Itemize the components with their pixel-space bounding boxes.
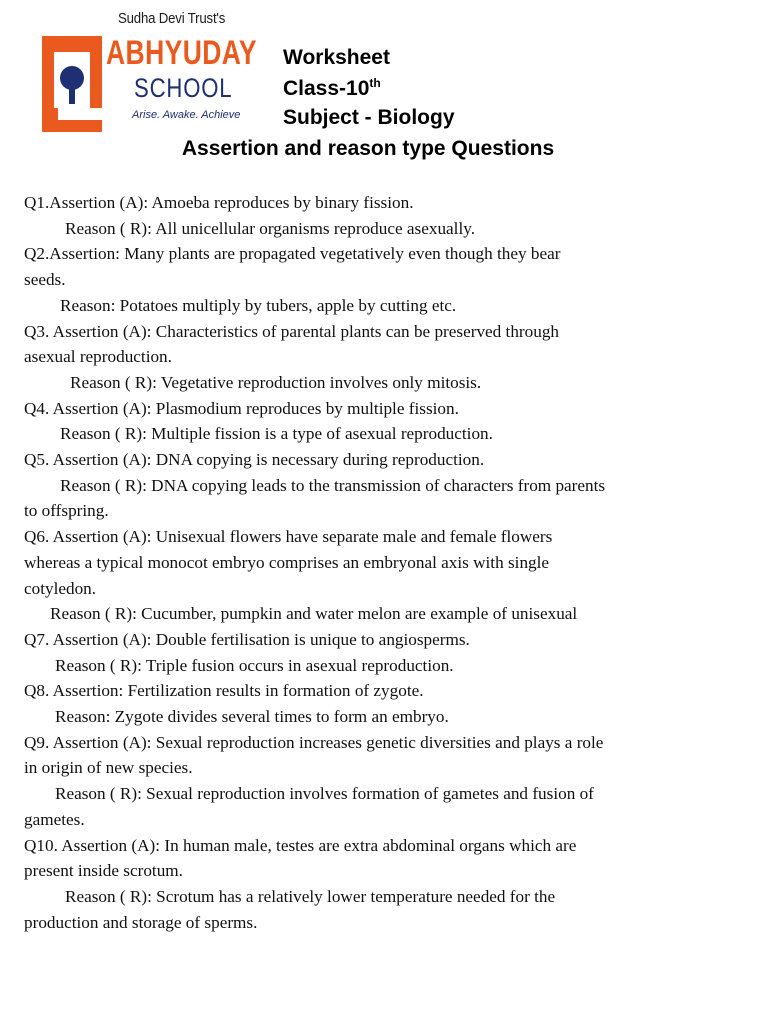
q7-assertion: Q7. Assertion (A): Double fertilisation is unique to angiosperms. bbox=[24, 629, 470, 649]
q3-reason: Reason ( R): Vegetative reproduction involves only mitosis. bbox=[70, 372, 482, 392]
class-label: Class-10 bbox=[283, 77, 370, 100]
class-heading bbox=[283, 77, 381, 99]
q8-reason: Reason: Zygote divides several times to form an embryo. bbox=[55, 707, 449, 727]
worksheet-heading: Worksheet bbox=[283, 46, 390, 69]
q2-assertion: Q2.Assertion: Many plants are propagated vegetatively even though they bear bbox=[24, 244, 561, 264]
q3-assertion-cont: asexual reproduction. bbox=[24, 347, 172, 367]
q6-assertion-cont2: cotyledon. bbox=[24, 578, 97, 598]
q10-assertion-cont: present inside scrotum. bbox=[24, 861, 183, 881]
trust-name: Sudha Devi Trust's bbox=[118, 10, 226, 27]
q5-reason-cont: to offspring. bbox=[24, 501, 109, 521]
q10-assertion: Q10. Assertion (A): In human male, testes are extra abdominal organs which are bbox=[24, 835, 577, 855]
subject-heading: Subject - Biology bbox=[283, 106, 455, 129]
q2-assertion-cont: seeds. bbox=[24, 270, 66, 290]
q10-reason: Reason ( R): Scrotum has a relatively lower temperature needed for the bbox=[65, 886, 556, 906]
school-tagline: Arise. Awake. Achieve bbox=[132, 109, 241, 121]
q6-assertion: Q6. Assertion (A): Unisexual flowers have separate male and female flowers bbox=[24, 527, 553, 547]
class-superscript: th bbox=[369, 76, 381, 90]
q4-reason: Reason ( R): Multiple fission is a type of asexual reproduction. bbox=[60, 424, 493, 444]
q1-reason: Reason ( R): All unicellular organisms reproduce asexually. bbox=[65, 218, 476, 238]
questions-body bbox=[24, 190, 724, 935]
q5-reason: Reason ( R): DNA copying leads to the transmission of characters from parents bbox=[60, 475, 606, 495]
school-name-line1: ABHYUDAY bbox=[106, 34, 257, 72]
school-name-line2: SCHOOL bbox=[134, 73, 233, 103]
q6-assertion-cont: whereas a typical monocot embryo comprises an embryonal axis with single bbox=[24, 552, 550, 572]
q6-reason: Reason ( R): Cucumber, pumpkin and water melon are example of unisexual bbox=[50, 604, 578, 624]
q2-reason: Reason: Potatoes multiply by tubers, apple by cutting etc. bbox=[60, 295, 457, 315]
q10-reason-cont: production and storage of sperms. bbox=[24, 912, 258, 932]
q4-assertion: Q4. Assertion (A): Plasmodium reproduces by multiple fission. bbox=[24, 398, 459, 418]
q9-reason-cont: gametes. bbox=[24, 809, 85, 829]
q7-reason: Reason ( R): Triple fusion occurs in asexual reproduction. bbox=[55, 655, 454, 675]
q3-assertion: Q3. Assertion (A): Characteristics of parental plants can be preserved through bbox=[24, 321, 560, 341]
q9-reason: Reason ( R): Sexual reproduction involves formation of gametes and fusion of bbox=[55, 784, 594, 804]
q9-assertion-cont: in origin of new species. bbox=[24, 758, 193, 778]
q8-assertion: Q8. Assertion: Fertilization results in formation of zygote. bbox=[24, 681, 424, 701]
q9-assertion: Q9. Assertion (A): Sexual reproduction increases genetic diversities and plays a role bbox=[24, 732, 604, 752]
q1-assertion: Q1.Assertion (A): Amoeba reproduces by binary fission. bbox=[24, 193, 414, 212]
worksheet-title: Assertion and reason type Questions bbox=[181, 137, 555, 160]
school-emblem-icon bbox=[42, 36, 102, 132]
school-logo bbox=[40, 8, 257, 130]
q5-assertion: Q5. Assertion (A): DNA copying is necessary during reproduction. bbox=[24, 450, 485, 470]
